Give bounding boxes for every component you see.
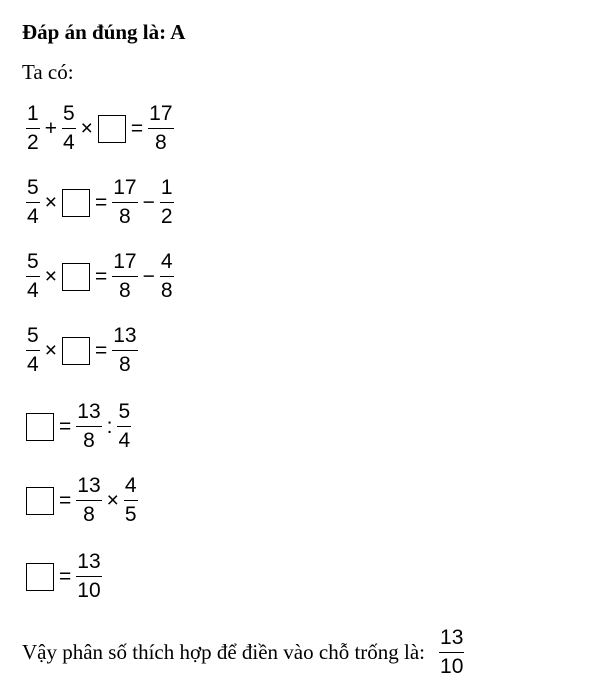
equation-row <box>24 102 176 155</box>
fraction-denominator: 4 <box>27 205 39 228</box>
intro-text: Ta có: <box>22 60 74 84</box>
fraction <box>26 102 40 155</box>
fraction-numerator: 5 <box>118 400 131 423</box>
equation-row <box>24 474 140 527</box>
fraction <box>148 102 173 155</box>
fraction-denominator: 4 <box>118 429 131 452</box>
fraction-denominator: 8 <box>83 429 95 452</box>
math-operator: = <box>130 116 144 140</box>
fraction-numerator: 13 <box>113 324 137 347</box>
fraction-denominator: 4 <box>62 131 75 154</box>
fraction <box>26 324 40 377</box>
fraction-bar <box>117 426 131 427</box>
fraction <box>26 176 40 229</box>
answer-title: Đáp án đúng là: A <box>22 20 186 44</box>
fraction-numerator: 13 <box>77 400 101 423</box>
fraction-bar <box>439 652 464 653</box>
math-operator: − <box>142 264 155 288</box>
math-operator: = <box>94 264 108 288</box>
fraction <box>76 400 101 453</box>
fraction-numerator: 13 <box>440 626 464 649</box>
blank-box <box>26 487 54 515</box>
fraction <box>26 250 40 303</box>
blank-box <box>62 263 90 291</box>
fraction-numerator: 17 <box>113 176 137 199</box>
answer-fraction <box>439 626 464 679</box>
fraction <box>124 474 138 527</box>
fraction-bar <box>26 350 40 351</box>
fraction-denominator: 5 <box>124 503 137 526</box>
conclusion-text: Vậy phân số thích hợp để điền vào chỗ trống là: <box>22 640 426 664</box>
fraction-numerator: 17 <box>113 250 137 273</box>
fraction-numerator: 5 <box>62 102 75 125</box>
fraction <box>112 250 137 303</box>
fraction-bar <box>112 202 137 203</box>
fraction-denominator: 2 <box>27 131 39 154</box>
fraction-denominator: 8 <box>119 205 131 228</box>
math-operator: + <box>44 116 57 140</box>
fraction-numerator: 5 <box>27 324 39 347</box>
fraction-bar <box>26 202 40 203</box>
equation-row <box>24 250 176 303</box>
math-operator: × <box>44 338 57 362</box>
fraction-bar <box>160 276 174 277</box>
fraction-denominator: 8 <box>83 503 95 526</box>
equation-row <box>24 176 176 229</box>
fraction-numerator: 5 <box>27 250 39 273</box>
blank-box <box>62 189 90 217</box>
fraction-numerator: 1 <box>160 176 173 199</box>
math-operator: × <box>106 488 119 512</box>
fraction <box>160 250 174 303</box>
fraction-denominator: 8 <box>155 131 167 154</box>
fraction-bar <box>62 128 76 129</box>
fraction-denominator: 4 <box>27 353 39 376</box>
fraction <box>160 176 174 229</box>
conclusion <box>22 626 466 679</box>
fraction-numerator: 1 <box>27 102 39 125</box>
fraction <box>112 176 137 229</box>
fraction-numerator: 13 <box>77 474 101 497</box>
blank-box <box>98 115 126 143</box>
fraction <box>76 550 101 603</box>
fraction-numerator: 5 <box>27 176 39 199</box>
fraction-bar <box>160 202 174 203</box>
fraction-bar <box>124 500 138 501</box>
fraction-denominator: 10 <box>440 655 464 678</box>
math-operator: × <box>44 190 57 214</box>
fraction-bar <box>76 576 101 577</box>
fraction-bar <box>112 276 137 277</box>
fraction <box>117 400 131 453</box>
math-operator: − <box>142 190 155 214</box>
math-operator: × <box>44 264 57 288</box>
fraction-bar <box>26 276 40 277</box>
fraction-denominator: 10 <box>77 579 101 602</box>
equation-row <box>24 324 140 377</box>
fraction <box>76 474 101 527</box>
fraction-bar <box>26 128 40 129</box>
math-operator: = <box>59 414 72 438</box>
blank-box <box>26 563 54 591</box>
math-operator: = <box>59 488 72 512</box>
fraction-numerator: 4 <box>160 250 173 273</box>
equation-row <box>24 550 104 603</box>
equation-row <box>24 400 133 453</box>
fraction-numerator: 4 <box>124 474 137 497</box>
fraction-denominator: 8 <box>119 353 131 376</box>
fraction <box>62 102 76 155</box>
fraction-bar <box>76 426 101 427</box>
fraction-bar <box>112 350 137 351</box>
fraction-numerator: 17 <box>149 102 173 125</box>
fraction-denominator: 2 <box>160 205 173 228</box>
fraction-denominator: 8 <box>160 279 173 302</box>
fraction-bar <box>76 500 101 501</box>
fraction-denominator: 4 <box>27 279 39 302</box>
math-operator: × <box>80 116 93 140</box>
math-operator: = <box>94 190 108 214</box>
fraction-bar <box>148 128 173 129</box>
fraction <box>112 324 137 377</box>
blank-box <box>62 337 90 365</box>
math-operator: : <box>106 414 113 438</box>
math-operator: = <box>94 338 108 362</box>
math-operator: = <box>59 564 72 588</box>
fraction-numerator: 13 <box>77 550 101 573</box>
fraction-denominator: 8 <box>119 279 131 302</box>
blank-box <box>26 413 54 441</box>
